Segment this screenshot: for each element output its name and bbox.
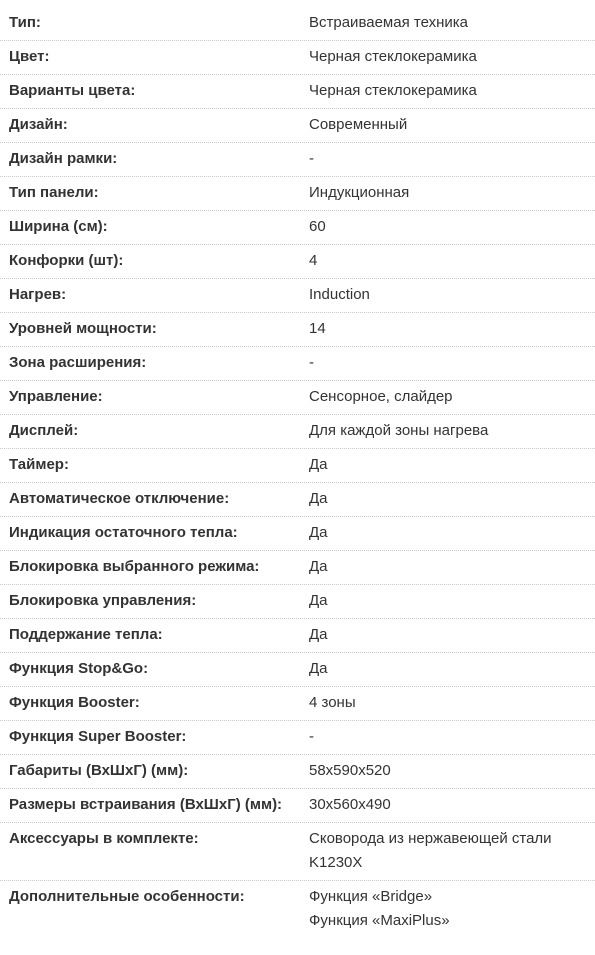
spec-value [309, 653, 595, 686]
spec-value [309, 517, 595, 550]
spec-row [0, 143, 595, 177]
spec-row [0, 755, 595, 789]
spec-value [309, 483, 595, 516]
spec-value [309, 881, 595, 938]
spec-value-line: Да [309, 456, 328, 473]
spec-value-line: Для каждой зоны нагрева [309, 422, 489, 439]
spec-value-line: K1230X [309, 854, 363, 871]
spec-label: Тип панели: [9, 184, 99, 201]
spec-label: Таймер: [9, 456, 69, 473]
spec-value-line: Да [309, 558, 328, 575]
spec-value-line: Да [309, 660, 328, 677]
spec-row [0, 551, 595, 585]
spec-row [0, 211, 595, 245]
spec-value-line: 60 [309, 218, 326, 235]
spec-value [309, 313, 595, 346]
spec-label: Поддержание тепла: [9, 626, 163, 643]
spec-value-line: - [309, 728, 314, 745]
spec-value-line: Функция «Bridge» [309, 888, 433, 905]
spec-value-line: - [309, 354, 314, 371]
spec-value-line: Черная стеклокерамика [309, 48, 477, 65]
spec-row [0, 653, 595, 687]
spec-label: Нагрев: [9, 286, 67, 303]
spec-label: Варианты цвета: [9, 82, 136, 99]
spec-value-line: 4 [309, 252, 318, 269]
spec-value [309, 755, 595, 788]
spec-label: Функция Stop&Go: [9, 660, 149, 677]
spec-value [309, 449, 595, 482]
spec-value [309, 41, 595, 74]
spec-value-line: Индукционная [309, 184, 410, 201]
spec-label: Дисплей: [9, 422, 79, 439]
spec-label: Дизайн: [9, 116, 68, 133]
spec-value [309, 7, 595, 40]
spec-label: Управление: [9, 388, 103, 405]
spec-row [0, 177, 595, 211]
spec-row [0, 721, 595, 755]
spec-label: Размеры встраивания (ВхШхГ) (мм): [9, 796, 283, 813]
spec-value [309, 347, 595, 380]
spec-label: Функция Booster: [9, 694, 140, 711]
spec-row [0, 109, 595, 143]
spec-value-line: Сенсорное, слайдер [309, 388, 453, 405]
spec-row [0, 415, 595, 449]
spec-value-line: 14 [309, 320, 326, 337]
spec-value [309, 381, 595, 414]
spec-value [309, 551, 595, 584]
spec-value-line: Черная стеклокерамика [309, 82, 477, 99]
spec-value-line: Induction [309, 286, 370, 303]
spec-value [309, 585, 595, 618]
spec-value-line: Встраиваемая техника [309, 14, 468, 31]
spec-value-line: Да [309, 524, 328, 541]
spec-row [0, 75, 595, 109]
spec-label: Зона расширения: [9, 354, 147, 371]
spec-value-line: - [309, 150, 314, 167]
spec-value [309, 75, 595, 108]
spec-value-line: 30x560x490 [309, 796, 391, 813]
spec-value [309, 619, 595, 652]
spec-value-line: 58x590x520 [309, 762, 391, 779]
spec-row [0, 823, 595, 881]
spec-label: Ширина (см): [9, 218, 108, 235]
spec-row [0, 279, 595, 313]
spec-label: Блокировка выбранного режима: [9, 558, 260, 575]
spec-label: Конфорки (шт): [9, 252, 124, 269]
spec-value [309, 109, 595, 142]
spec-value [309, 721, 595, 754]
spec-row [0, 245, 595, 279]
spec-value [309, 177, 595, 210]
spec-row [0, 483, 595, 517]
spec-value-line: Да [309, 626, 328, 643]
spec-value [309, 211, 595, 244]
spec-value-line: 4 зоны [309, 694, 356, 711]
spec-value-line: Функция «MaxiPlus» [309, 912, 450, 929]
spec-row [0, 517, 595, 551]
spec-value [309, 687, 595, 720]
spec-row [0, 619, 595, 653]
spec-row [0, 7, 595, 41]
spec-label: Тип: [9, 14, 41, 31]
spec-label: Цвет: [9, 48, 50, 65]
spec-value-line: Да [309, 592, 328, 609]
spec-label: Блокировка управления: [9, 592, 197, 609]
spec-value [309, 245, 595, 278]
spec-row [0, 41, 595, 75]
spec-value [309, 823, 595, 880]
spec-label: Индикация остаточного тепла: [9, 524, 238, 541]
spec-row [0, 347, 595, 381]
spec-value [309, 279, 595, 312]
spec-label: Аксессуары в комплекте: [9, 830, 199, 847]
spec-value [309, 143, 595, 176]
spec-label: Дизайн рамки: [9, 150, 118, 167]
spec-label: Автоматическое отключение: [9, 490, 230, 507]
spec-row [0, 585, 595, 619]
spec-label: Дополнительные особенности: [9, 888, 245, 905]
spec-row [0, 789, 595, 823]
spec-value [309, 415, 595, 448]
spec-row [0, 687, 595, 721]
spec-value-line: Сковорода из нержавеющей стали [309, 830, 552, 847]
spec-label: Уровней мощности: [9, 320, 157, 337]
spec-row [0, 449, 595, 483]
spec-label: Функция Super Booster: [9, 728, 187, 745]
spec-label: Габариты (ВхШхГ) (мм): [9, 762, 189, 779]
spec-value [309, 789, 595, 822]
spec-row [0, 381, 595, 415]
spec-value-line: Современный [309, 116, 408, 133]
spec-row [0, 881, 595, 938]
spec-row [0, 313, 595, 347]
spec-value-line: Да [309, 490, 328, 507]
